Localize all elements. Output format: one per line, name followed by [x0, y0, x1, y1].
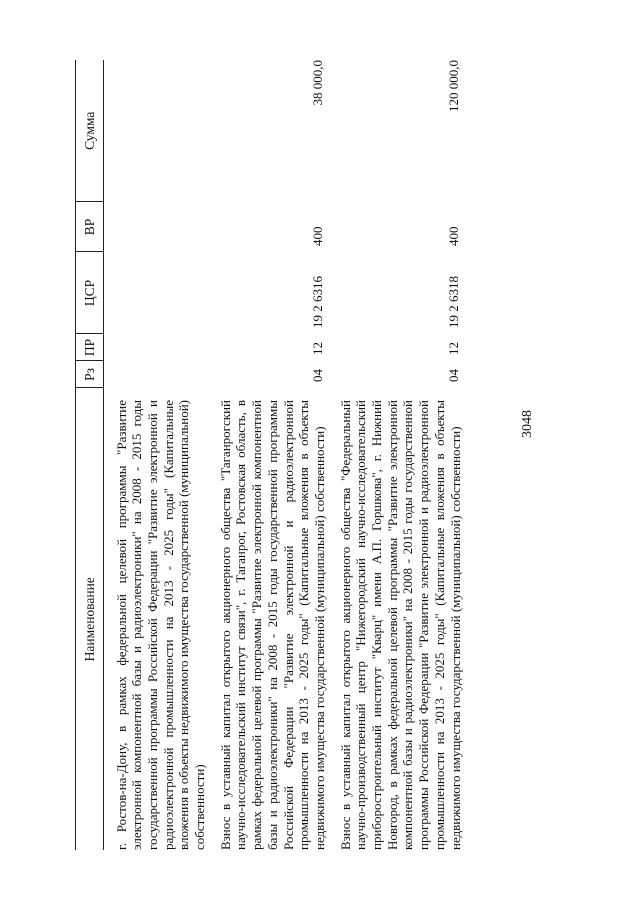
row-sum [114, 60, 208, 202]
table-row [114, 60, 208, 850]
header-name: Наименование [76, 388, 104, 850]
row-pr: 12 [309, 342, 325, 355]
header-rz: Рз [76, 361, 104, 388]
row-name: г. Ростов-на-Дону, в рамках федеральной целевой программы "Развитие электронной компонентной базы и радиоэлектроники" на 2008 - 2015 годы государственной программы Российской Федерации "Развитие электронной и радиоэлектронной промышленности на 2013 - 2025 годы" (Капитальные вложения в объекты недвижимого имущества государственной (муниципальной) собственности) [113, 400, 208, 850]
row-csr: 19 2 6318 [445, 276, 461, 328]
row-pr: 12 [445, 342, 461, 355]
table-row [218, 60, 328, 850]
row-name: Взнос в уставный капитал открытого акционерного общества "Таганрогский научно-исследовательский институт связи", г. Таганрог, Ростовская область, в рамках федеральной целевой программы "Развитие электронной компонентной базы и радиоэлектроники" на 2008 - 2015 годы государственной программы Российской Федерации "Развитие электронной и радиоэлектронной промышленности на 2013 - 2025 годы" (Капитальные вложения в объекты недвижимого имущества государственной (муниципальной) собственности) [217, 400, 327, 850]
header-sum: Сумма [76, 60, 104, 202]
row-name: Взнос в уставный капитал открытого акционерного общества "Федеральный научно-производственный центр "Нижегородский научно-исследовательский приборостроительный институт "Кварц" имени А.П. Горшкова", г. Нижний Новгород, в рамках федеральной целевой программы "Развитие электронной компонентной базы и радиоэлектроники" на 2008 - 2015 годы государственной программы Российской Федерации "Развитие электронной и радиоэлектронной промышленности на 2013 - 2025 годы" (Капитальные вложения в объекты недвижимого имущества государственной (муниципальной) собственности) [337, 400, 463, 850]
row-rz: 04 [445, 369, 461, 382]
row-sum: 38 000,0 [309, 60, 325, 106]
budget-table [75, 60, 463, 850]
table-header [76, 60, 104, 850]
row-vr: 400 [309, 226, 325, 246]
row-rz [114, 361, 208, 388]
header-csr: ЦСР [76, 252, 104, 334]
row-sum: 120 000,0 [445, 60, 461, 112]
row-csr: 19 2 6316 [309, 276, 325, 328]
row-vr [114, 202, 208, 252]
header-pr: ПР [76, 334, 104, 361]
row-rz: 04 [309, 369, 325, 382]
row-vr: 400 [445, 226, 461, 246]
page-number: 3048 [520, 410, 535, 438]
row-csr [114, 252, 208, 334]
rotated-budget-table [75, 60, 595, 850]
header-vr: ВР [76, 202, 104, 252]
table-row [338, 60, 464, 850]
row-pr [114, 334, 208, 361]
